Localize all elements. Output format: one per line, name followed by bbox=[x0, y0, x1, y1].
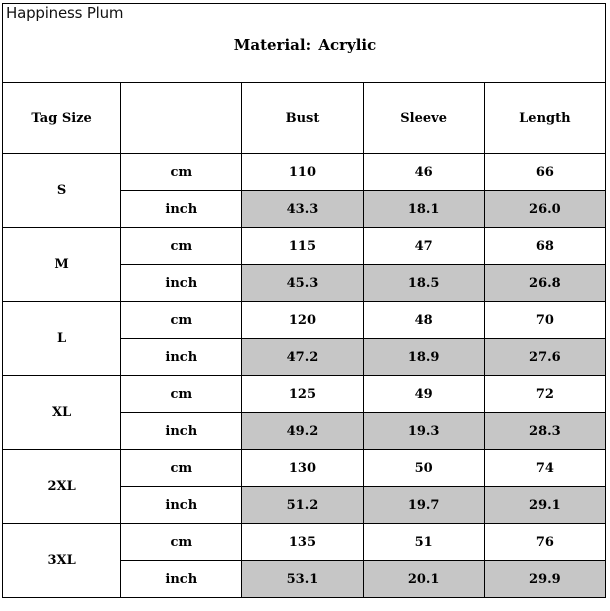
sleeve-value: 50 bbox=[363, 450, 484, 487]
header-unit bbox=[121, 83, 242, 154]
header-tag-size: Tag Size bbox=[3, 83, 121, 154]
length-value: 29.1 bbox=[484, 487, 605, 524]
sleeve-value: 18.9 bbox=[363, 339, 484, 376]
unit-label: cm bbox=[121, 524, 242, 561]
sleeve-value: 51 bbox=[363, 524, 484, 561]
table-row bbox=[3, 524, 606, 561]
unit-label: inch bbox=[121, 265, 242, 302]
unit-label: inch bbox=[121, 339, 242, 376]
bust-value: 47.2 bbox=[242, 339, 363, 376]
table-row bbox=[3, 450, 606, 487]
unit-label: cm bbox=[121, 302, 242, 339]
size-label: 2XL bbox=[3, 450, 121, 524]
bust-value: 49.2 bbox=[242, 413, 363, 450]
bust-value: 120 bbox=[242, 302, 363, 339]
bust-value: 43.3 bbox=[242, 191, 363, 228]
sleeve-value: 19.7 bbox=[363, 487, 484, 524]
length-value: 76 bbox=[484, 524, 605, 561]
unit-label: cm bbox=[121, 154, 242, 191]
sleeve-value: 48 bbox=[363, 302, 484, 339]
unit-label: inch bbox=[121, 487, 242, 524]
bust-value: 110 bbox=[242, 154, 363, 191]
length-value: 68 bbox=[484, 228, 605, 265]
size-table bbox=[2, 82, 606, 598]
unit-label: cm bbox=[121, 228, 242, 265]
sleeve-value: 18.5 bbox=[363, 265, 484, 302]
chart-header bbox=[2, 3, 606, 83]
sleeve-value: 19.3 bbox=[363, 413, 484, 450]
size-label: L bbox=[3, 302, 121, 376]
header-length: Length bbox=[484, 83, 605, 154]
unit-label: inch bbox=[121, 561, 242, 598]
length-value: 74 bbox=[484, 450, 605, 487]
brand-name: Happiness Plum bbox=[6, 4, 124, 22]
table-row bbox=[3, 376, 606, 413]
bust-value: 53.1 bbox=[242, 561, 363, 598]
size-chart bbox=[2, 3, 606, 607]
bust-value: 45.3 bbox=[242, 265, 363, 302]
bust-value: 125 bbox=[242, 376, 363, 413]
length-value: 28.3 bbox=[484, 413, 605, 450]
unit-label: cm bbox=[121, 450, 242, 487]
length-value: 29.9 bbox=[484, 561, 605, 598]
size-label: M bbox=[3, 228, 121, 302]
sleeve-value: 18.1 bbox=[363, 191, 484, 228]
bust-value: 115 bbox=[242, 228, 363, 265]
size-label: S bbox=[3, 154, 121, 228]
unit-label: inch bbox=[121, 191, 242, 228]
bust-value: 130 bbox=[242, 450, 363, 487]
table-row bbox=[3, 302, 606, 339]
bust-value: 135 bbox=[242, 524, 363, 561]
length-value: 26.0 bbox=[484, 191, 605, 228]
sleeve-value: 47 bbox=[363, 228, 484, 265]
material-label: Material: Acrylic bbox=[233, 36, 377, 54]
sleeve-value: 20.1 bbox=[363, 561, 484, 598]
sleeve-value: 49 bbox=[363, 376, 484, 413]
unit-label: inch bbox=[121, 413, 242, 450]
size-label: XL bbox=[3, 376, 121, 450]
header-bust: Bust bbox=[242, 83, 363, 154]
table-row bbox=[3, 154, 606, 191]
length-value: 26.8 bbox=[484, 265, 605, 302]
sleeve-value: 46 bbox=[363, 154, 484, 191]
unit-label: cm bbox=[121, 376, 242, 413]
length-value: 70 bbox=[484, 302, 605, 339]
header-sleeve: Sleeve bbox=[363, 83, 484, 154]
length-value: 72 bbox=[484, 376, 605, 413]
size-label: 3XL bbox=[3, 524, 121, 598]
table-row bbox=[3, 228, 606, 265]
bust-value: 51.2 bbox=[242, 487, 363, 524]
length-value: 27.6 bbox=[484, 339, 605, 376]
length-value: 66 bbox=[484, 154, 605, 191]
table-header-row bbox=[3, 83, 606, 154]
